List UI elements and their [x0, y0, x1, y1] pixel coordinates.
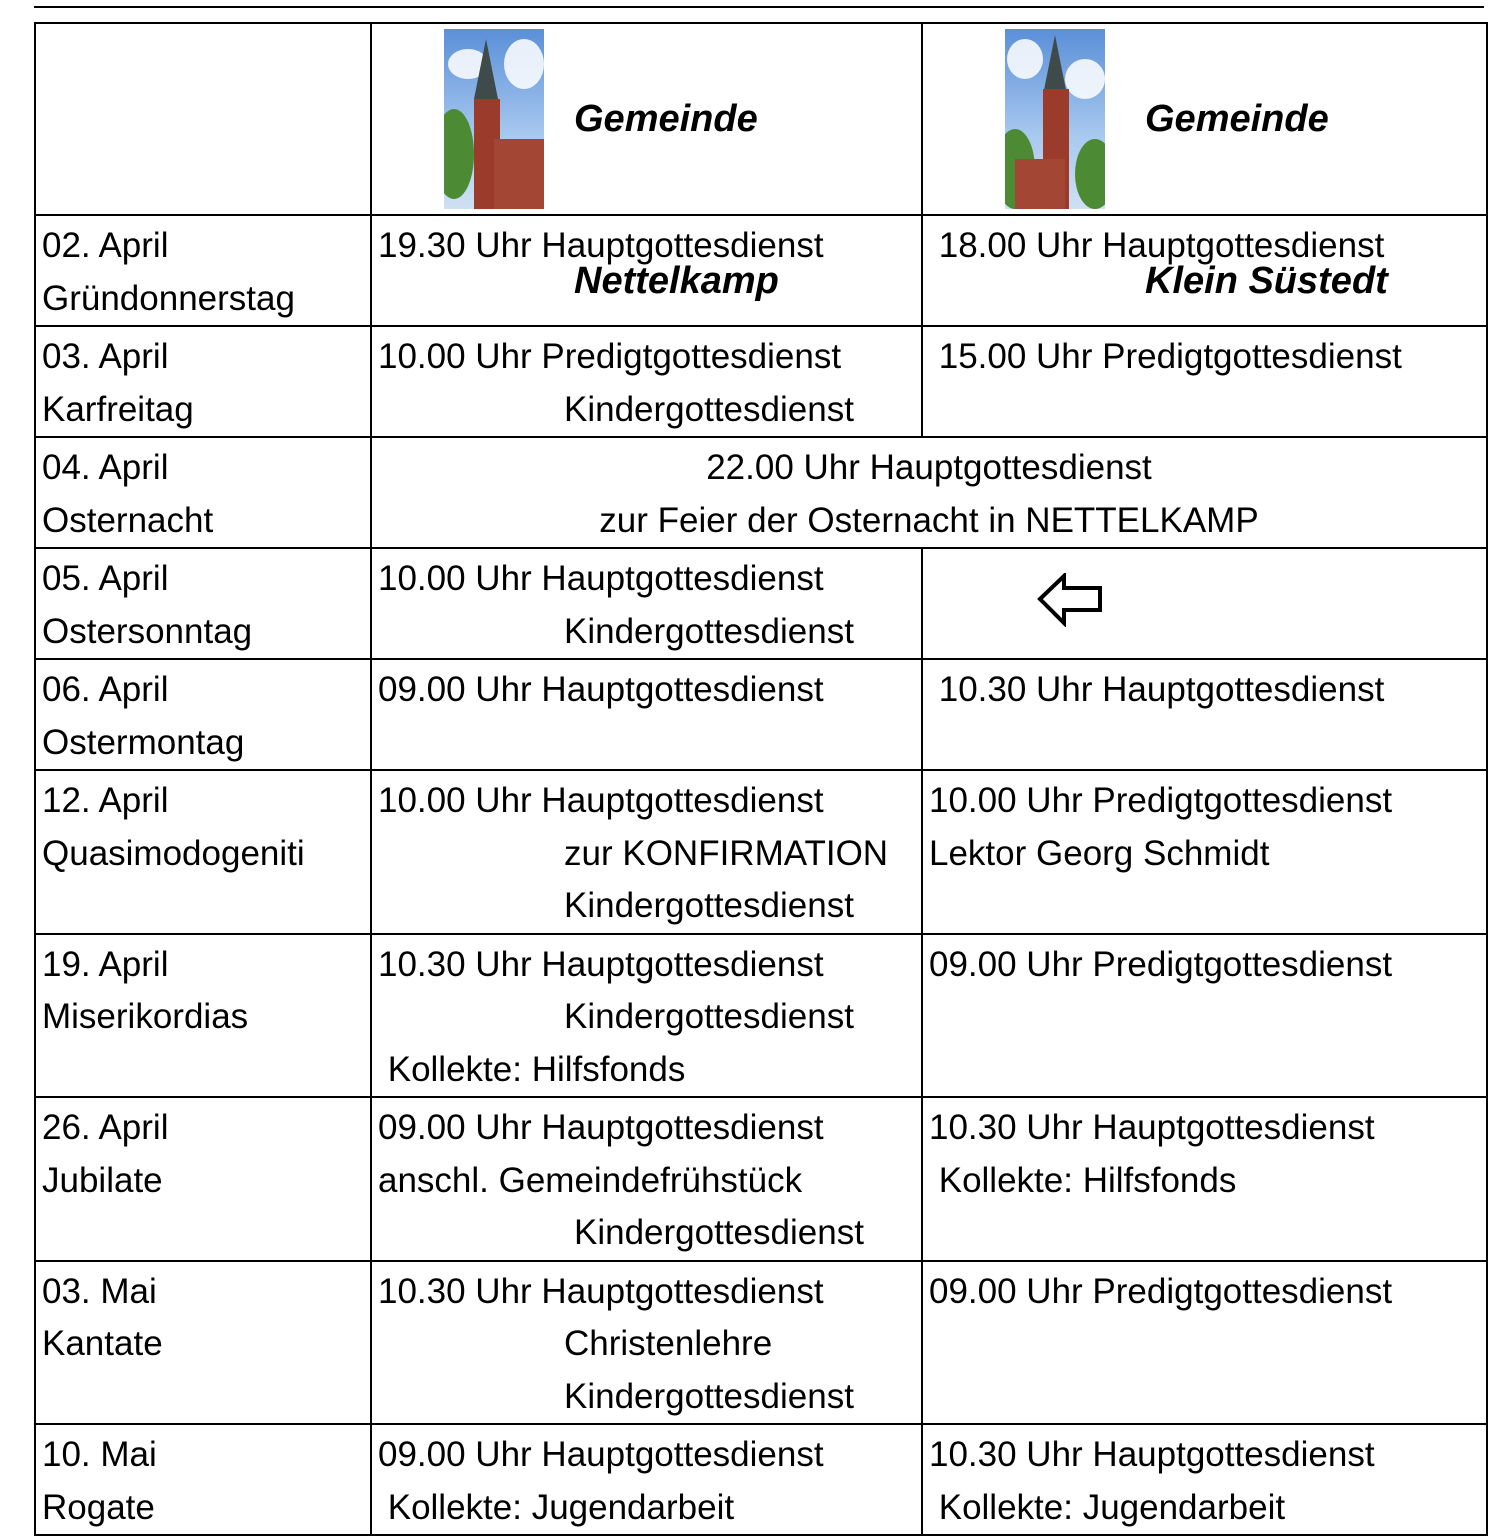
service-line: Lektor Georg Schmidt [929, 833, 1270, 873]
date-cell [35, 659, 371, 770]
table-row [35, 1424, 1487, 1535]
feast-day: Osternacht [42, 500, 214, 540]
service-line: 10.00 Uhr Hauptgottesdienst [378, 781, 824, 820]
service-line: anschl. Gemeindefrühstück [378, 1160, 803, 1200]
date: 03. April [42, 337, 169, 376]
feast-day: Miserikordias [42, 997, 249, 1036]
nettelkamp-cell [371, 326, 922, 437]
date-cell [35, 934, 371, 1098]
header-row [35, 23, 1487, 215]
table-row [35, 1097, 1487, 1261]
collection-note: Kollekte: Hilfsfonds [929, 1160, 1237, 1200]
service-line: 19.30 Uhr Hauptgottesdienst [378, 226, 824, 265]
feast-day: Gründonnerstag [42, 278, 295, 318]
table-row [35, 934, 1487, 1098]
date-cell [35, 1097, 371, 1261]
feast-day: Kantate [42, 1324, 163, 1363]
church-nettelkamp-photo [444, 29, 544, 209]
date: 26. April [42, 1108, 169, 1147]
date: 12. April [42, 781, 169, 820]
date: 10. Mai [42, 1435, 157, 1474]
service-line: 10.00 Uhr Predigtgottesdienst [378, 337, 842, 376]
service-line: 10.00 Uhr Hauptgottesdienst [378, 559, 824, 598]
service-line: 09.00 Uhr Hauptgottesdienst [378, 1435, 824, 1474]
nettelkamp-cell [371, 1261, 922, 1425]
service-line: 10.30 Uhr Hauptgottesdienst [929, 670, 1385, 709]
date-cell [35, 1424, 371, 1535]
date: 06. April [42, 670, 169, 709]
table-row [35, 548, 1487, 659]
service-line: 09.00 Uhr Hauptgottesdienst [378, 1108, 824, 1147]
date: 03. Mai [42, 1271, 157, 1311]
klein-suestedt-cell [922, 659, 1487, 770]
date-cell [35, 437, 371, 548]
left-arrow-icon [1037, 573, 1103, 627]
nettelkamp-cell [371, 770, 922, 934]
service-line: Kindergottesdienst [564, 886, 854, 925]
parish2-line2: Gemeinde [1145, 98, 1329, 140]
date-cell [35, 215, 371, 326]
nettelkamp-cell [371, 1097, 922, 1261]
service-line: zur Feier der Osternacht in NETTELKAMP [599, 500, 1259, 540]
service-line: zur KONFIRMATION [564, 833, 889, 873]
church-klein-suestedt-photo [1005, 29, 1105, 209]
service-line: Kindergottesdienst [574, 1213, 864, 1252]
service-line: 10.30 Uhr Hauptgottesdienst [378, 1271, 824, 1311]
klein-suestedt-cell [922, 770, 1487, 934]
nettelkamp-cell [371, 659, 922, 770]
collection-note: Kollekte: Jugendarbeit [378, 1487, 735, 1527]
date-cell [35, 548, 371, 659]
service-line: Kindergottesdienst [564, 997, 854, 1036]
table-row [35, 1261, 1487, 1425]
parish1-line2: Gemeinde [574, 98, 758, 140]
parish1-line3: Nettelkamp [574, 260, 779, 302]
joint-service-cell [371, 437, 1487, 548]
feast-day: Karfreitag [42, 389, 194, 429]
collection-note: Kollekte: Jugendarbeit [929, 1487, 1286, 1527]
date-cell [35, 326, 371, 437]
service-line: 10.30 Uhr Hauptgottesdienst [929, 1435, 1375, 1474]
collection-note: Kollekte: Hilfsfonds [378, 1049, 686, 1089]
feast-day: Jubilate [42, 1160, 163, 1200]
table-row [35, 659, 1487, 770]
service-line: 15.00 Uhr Predigtgottesdienst [929, 337, 1402, 376]
table-row [35, 437, 1487, 548]
date: 02. April [42, 226, 169, 265]
service-line: 10.30 Uhr Hauptgottesdienst [929, 1108, 1375, 1147]
date: 19. April [42, 944, 169, 984]
klein-suestedt-cell [922, 1097, 1487, 1261]
service-line: 22.00 Uhr Hauptgottesdienst [706, 448, 1152, 487]
service-line: 09.00 Uhr Predigtgottesdienst [929, 944, 1393, 984]
service-line: Kindergottesdienst [564, 611, 854, 651]
service-line: 09.00 Uhr Hauptgottesdienst [378, 670, 824, 709]
table-row [35, 326, 1487, 437]
table-row [35, 770, 1487, 934]
klein-suestedt-cell [922, 1261, 1487, 1425]
service-line: 09.00 Uhr Predigtgottesdienst [929, 1271, 1393, 1311]
service-line: 18.00 Uhr Hauptgottesdienst [929, 226, 1385, 265]
parish2-line3: Klein Süstedt [1145, 260, 1388, 302]
service-line: Christenlehre [564, 1324, 773, 1363]
nettelkamp-cell [371, 934, 922, 1098]
klein-suestedt-cell [922, 548, 1487, 659]
date: 05. April [42, 559, 169, 598]
nettelkamp-cell [371, 548, 922, 659]
date-cell [35, 1261, 371, 1425]
klein-suestedt-cell [922, 326, 1487, 437]
klein-suestedt-cell [922, 1424, 1487, 1535]
service-line: Kindergottesdienst [564, 1376, 854, 1416]
feast-day: Ostermontag [42, 722, 245, 762]
service-line: Kindergottesdienst [564, 389, 854, 429]
klein-suestedt-cell [922, 934, 1487, 1098]
feast-day: Rogate [42, 1487, 155, 1527]
nettelkamp-cell [371, 1424, 922, 1535]
header-empty-cell [35, 23, 371, 215]
service-line: 10.00 Uhr Predigtgottesdienst [929, 781, 1393, 820]
service-schedule-table [34, 22, 1488, 1536]
date: 04. April [42, 448, 169, 487]
service-line: 10.30 Uhr Hauptgottesdienst [378, 944, 824, 984]
feast-day: Ostersonntag [42, 611, 253, 651]
date-cell [35, 770, 371, 934]
feast-day: Quasimodogeniti [42, 833, 305, 873]
